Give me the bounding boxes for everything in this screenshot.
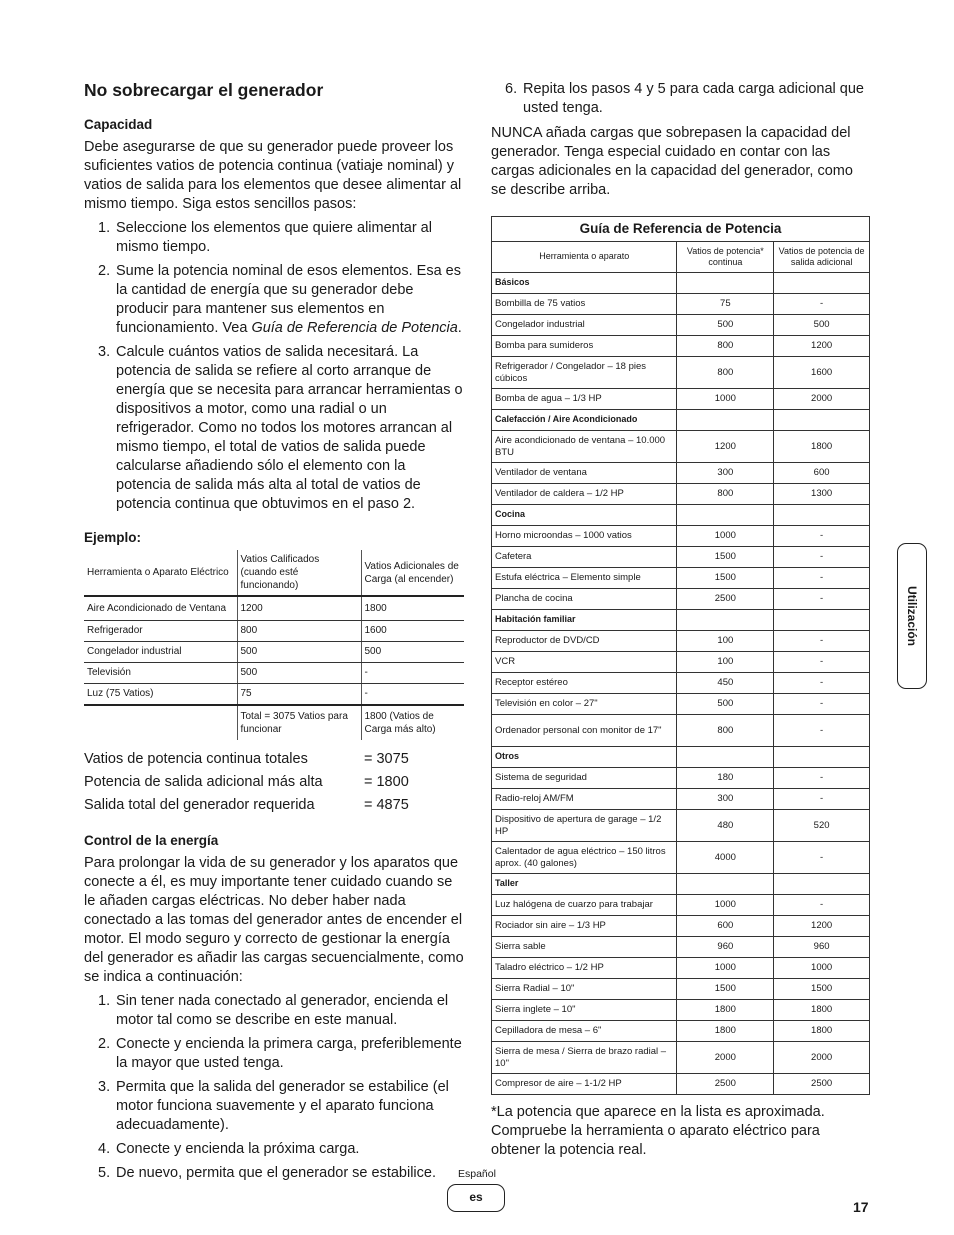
table-cell: VCR (492, 652, 677, 673)
table-cell: 1500 (677, 568, 774, 589)
table-cell: 100 (677, 652, 774, 673)
table-row (492, 1021, 870, 1042)
table-row (492, 484, 870, 505)
table-cell: 2000 (774, 389, 870, 410)
table-header-row (84, 550, 464, 596)
table-cell: 100 (677, 631, 774, 652)
step-text: Conecte y encienda la primera carga, preferiblemente la mayor que usted tenga. (116, 1035, 462, 1071)
totals-label: Potencia de salida adicional más alta (84, 773, 323, 790)
table-cell: Sierra de mesa / Sierra de brazo radial – 10" (492, 1042, 677, 1074)
table-cell: - (774, 294, 870, 315)
empty-cell (774, 747, 870, 768)
table-cell: 1300 (774, 484, 870, 505)
empty-cell (677, 505, 774, 526)
table-cell: - (774, 631, 870, 652)
table-cell: 800 (237, 620, 361, 641)
table-cell: 1800 (677, 1000, 774, 1021)
table-cell: Cepilladora de mesa – 6" (492, 1021, 677, 1042)
table-cell: - (774, 526, 870, 547)
section-label: Taller (492, 874, 677, 895)
table-row (84, 683, 464, 705)
table-row (492, 673, 870, 694)
table-cell: 1200 (774, 336, 870, 357)
table-cell: Bombilla de 75 vatios (492, 294, 677, 315)
step-text: Seleccione los elementos que quiere alimentar al mismo tiempo. (116, 220, 432, 255)
energy-step: 2. Conecte y encienda la primera carga, preferiblemente la mayor que usted tenga. (98, 1035, 462, 1071)
table-cell: Sierra sable (492, 937, 677, 958)
table-cell: 800 (677, 715, 774, 747)
table-section-row (492, 874, 870, 895)
table-row (84, 641, 464, 662)
table-cell: Rociador sin aire – 1/3 HP (492, 916, 677, 937)
table-cell: 960 (677, 937, 774, 958)
table-section-row (492, 610, 870, 631)
footer-language: Español (458, 1168, 496, 1180)
table-cell: Bomba para sumideros (492, 336, 677, 357)
table-row (492, 294, 870, 315)
table-cell: Televisión (84, 662, 237, 683)
table-cell: 75 (237, 683, 361, 705)
table-cell: - (361, 662, 464, 683)
table-section-row (492, 273, 870, 294)
empty-cell (677, 273, 774, 294)
table-row (492, 810, 870, 842)
total-surge-cell: 1800 (Vatios de Carga más alto) (361, 705, 464, 740)
totals-row (84, 748, 464, 771)
table-cell: 1800 (361, 596, 464, 620)
table-cell: Congelador industrial (492, 315, 677, 336)
table-cell: Bomba de agua – 1/3 HP (492, 389, 677, 410)
table-row (492, 789, 870, 810)
total-running-cell: Total = 3075 Vatios para funcionar (237, 705, 361, 740)
capacity-step: 1. Seleccione los elementos que quiere alimentar al mismo tiempo. (98, 220, 432, 255)
energy-step: 4. Conecte y encienda la próxima carga. (98, 1140, 360, 1157)
table-row (492, 431, 870, 463)
table-cell: - (774, 842, 870, 874)
table-cell: - (774, 652, 870, 673)
empty-cell (774, 505, 870, 526)
reference-link-text: Guía de Referencia de Potencia (251, 320, 458, 336)
table-cell: 500 (237, 662, 361, 683)
table-cell: 300 (677, 463, 774, 484)
table-cell: Plancha de cocina (492, 589, 677, 610)
totals-row (84, 794, 464, 817)
power-table-title-row (492, 217, 870, 242)
table-cell: 1200 (677, 431, 774, 463)
table-cell: 2000 (677, 1042, 774, 1074)
table-row (492, 315, 870, 336)
table-cell: Sierra Radial – 10" (492, 979, 677, 1000)
table-row (492, 589, 870, 610)
table-cell: 1800 (774, 1021, 870, 1042)
page-number: 17 (853, 1199, 869, 1215)
energy-steps-continued (491, 80, 871, 118)
table-cell: Radio-reloj AM/FM (492, 789, 677, 810)
table-row (492, 916, 870, 937)
table-cell: Receptor estéreo (492, 673, 677, 694)
capacity-heading: Capacidad (84, 117, 153, 132)
table-row (492, 357, 870, 389)
table-row (492, 463, 870, 484)
empty-cell (774, 410, 870, 431)
table-row (492, 526, 870, 547)
table-row (492, 1042, 870, 1074)
table-cell: 2500 (774, 1074, 870, 1095)
table-cell: Ventilador de caldera – 1/2 HP (492, 484, 677, 505)
table-cell: Compresor de aire – 1-1/2 HP (492, 1074, 677, 1095)
table-cell: 1200 (774, 916, 870, 937)
table-cell: Televisión en color – 27" (492, 694, 677, 715)
table-cell: - (774, 547, 870, 568)
table-cell: Aire acondicionado de ventana – 10.000 BTU (492, 431, 677, 463)
table-cell: - (774, 694, 870, 715)
page-title: No sobrecargar el generador (84, 80, 324, 100)
empty-cell (774, 874, 870, 895)
table-cell: 1000 (677, 526, 774, 547)
table-cell: Refrigerador / Congelador – 18 pies cúbicos (492, 357, 677, 389)
section-label: Cocina (492, 505, 677, 526)
energy-heading: Control de la energía (84, 832, 219, 848)
totals-summary (84, 748, 464, 817)
table-cell: Estufa eléctrica – Elemento simple (492, 568, 677, 589)
header-cell: Vatios Calificados (cuando esté funcionando) (237, 550, 361, 596)
capacity-intro: Debe asegurarse de que su generador puede proveer los suficientes vatios de potencia continua (vatiaje nominal) y vatios de salida para los elementos que desee alimentar al mismo tiempo. Siga estos sencillos pasos: (84, 139, 462, 212)
table-cell: 500 (677, 315, 774, 336)
table-cell: Aire Acondicionado de Ventana (84, 596, 237, 620)
table-cell: 800 (677, 484, 774, 505)
side-tab-label: Utilización (905, 585, 919, 647)
step-text: Conecte y encienda la próxima carga. (116, 1140, 360, 1157)
table-cell: Sierra inglete – 10" (492, 1000, 677, 1021)
section-label: Otros (492, 747, 677, 768)
table-cell: Horno microondas – 1000 vatios (492, 526, 677, 547)
table-cell: 600 (774, 463, 870, 484)
power-table-header-row (492, 242, 870, 273)
warning-text: NUNCA añada cargas que sobrepasen la capacidad del generador. Tenga especial cuidado en contar con las cargas adicionales en la capacidad del generador, como se describe arriba. (491, 125, 853, 198)
table-cell: 1800 (774, 431, 870, 463)
power-reference-table (491, 216, 870, 1095)
table-row (84, 620, 464, 641)
power-table-title: Guía de Referencia de Potencia (492, 217, 870, 242)
table-cell: Ventilador de ventana (492, 463, 677, 484)
table-total-row (84, 705, 464, 740)
table-row (492, 631, 870, 652)
empty-cell (677, 610, 774, 631)
example-table (84, 550, 464, 740)
table-cell: 500 (361, 641, 464, 662)
table-cell: - (774, 568, 870, 589)
table-row (492, 694, 870, 715)
table-row (492, 979, 870, 1000)
totals-value: = 4875 (364, 796, 409, 813)
table-cell: Calentador de agua eléctrico – 150 litros aprox. (40 galones) (492, 842, 677, 874)
power-table-body (492, 273, 870, 1095)
table-cell: - (774, 673, 870, 694)
empty-cell (774, 610, 870, 631)
table-cell: - (774, 895, 870, 916)
section-side-tab (897, 543, 927, 689)
section-label: Calefacción / Aire Acondicionado (492, 410, 677, 431)
empty-cell (677, 410, 774, 431)
energy-step: 3. Permita que la salida del generador se estabilice (el motor funciona suavemente y el aparato funciona adecuadamente). (98, 1078, 449, 1133)
table-row (492, 652, 870, 673)
table-cell: 1000 (677, 958, 774, 979)
table-row (492, 568, 870, 589)
right-column (491, 80, 871, 1160)
table-cell: 800 (677, 357, 774, 389)
table-cell: 500 (237, 641, 361, 662)
table-cell: Refrigerador (84, 620, 237, 641)
table-row (84, 662, 464, 683)
table-cell: 2500 (677, 589, 774, 610)
header-cell: Herramienta o Aparato Eléctrico (84, 550, 237, 596)
table-row (84, 596, 464, 620)
table-cell: 1000 (774, 958, 870, 979)
empty-cell (677, 747, 774, 768)
table-cell: 500 (774, 315, 870, 336)
table-cell: 180 (677, 768, 774, 789)
table-cell: - (774, 768, 870, 789)
energy-steps (84, 992, 464, 1183)
power-footnote: *La potencia que aparece en la lista es aproximada. Compruebe la herramienta o aparato eléctrico para obtener la potencia real. (491, 1104, 825, 1158)
table-cell: Luz halógena de cuarzo para trabajar (492, 895, 677, 916)
energy-step: 6. Repita los pasos 4 y 5 para cada carga adicional que usted tenga. (505, 81, 864, 116)
table-row (492, 768, 870, 789)
table-cell: 1800 (677, 1021, 774, 1042)
table-cell: - (774, 589, 870, 610)
table-row (492, 937, 870, 958)
section-label: Básicos (492, 273, 677, 294)
step-text: Sume la potencia nominal de esos elementos. Esa es la cantidad de energía que su generador debe producir para mantener sus elementos en funcionamiento. Vea (116, 263, 461, 336)
table-cell: 500 (677, 694, 774, 715)
table-row (492, 336, 870, 357)
table-cell: Reproductor de DVD/CD (492, 631, 677, 652)
table-cell: 4000 (677, 842, 774, 874)
step-text: Permita que la salida del generador se estabilice (el motor funciona suavemente y el aparato funciona adecuadamente). (116, 1078, 449, 1133)
table-row (492, 842, 870, 874)
table-cell: - (774, 789, 870, 810)
step-text: Repita los pasos 4 y 5 para cada carga adicional que usted tenga. (523, 81, 864, 116)
table-cell: 800 (677, 336, 774, 357)
step-text: Sin tener nada conectado al generador, encienda el motor tal como se describe en este manual. (116, 992, 449, 1028)
table-cell: Ordenador personal con monitor de 17" (492, 715, 677, 747)
energy-step: 5. De nuevo, permita que el generador se estabilice. (98, 1164, 436, 1181)
header-cell: Herramienta o aparato (492, 242, 677, 273)
table-row (492, 895, 870, 916)
table-cell: - (774, 715, 870, 747)
table-cell: 2000 (774, 1042, 870, 1074)
table-cell: 300 (677, 789, 774, 810)
table-row (492, 389, 870, 410)
language-badge: es (447, 1184, 505, 1212)
empty-cell (774, 273, 870, 294)
table-cell: 1200 (237, 596, 361, 620)
energy-intro: Para prolongar la vida de su generador y los aparatos que conecte a él, es muy importante tener cuidado cuando se le añaden cargas eléctricas. No deber haber nada conectado a las tomas del generador antes de encender el motor. El modo seguro y correcto de gestionar la energía del generador es añadir las cargas secuencialmente, como se indica a continuación: (84, 854, 464, 985)
table-cell: 1500 (774, 979, 870, 1000)
header-cell: Vatios Adicionales de Carga (al encender) (361, 550, 464, 596)
totals-label: Vatios de potencia continua totales (84, 750, 308, 767)
step-text: De nuevo, permita que el generador se estabilice. (116, 1164, 436, 1181)
table-cell: 1600 (361, 620, 464, 641)
table-cell: Taladro eléctrico – 1/2 HP (492, 958, 677, 979)
table-cell: 1000 (677, 895, 774, 916)
table-cell: 450 (677, 673, 774, 694)
totals-row (84, 771, 464, 794)
table-cell: 960 (774, 937, 870, 958)
totals-label: Salida total del generador requerida (84, 796, 315, 813)
table-cell: - (361, 683, 464, 705)
energy-step: 1. Sin tener nada conectado al generador, encienda el motor tal como se describe en este manual. (98, 992, 449, 1028)
table-cell: 75 (677, 294, 774, 315)
table-section-row (492, 410, 870, 431)
table-row (492, 1074, 870, 1095)
header-cell: Vatios de potencia* continua (677, 242, 774, 273)
table-cell: 1600 (774, 357, 870, 389)
table-cell: 520 (774, 810, 870, 842)
table-cell: 2500 (677, 1074, 774, 1095)
table-row (492, 715, 870, 747)
empty-cell (677, 874, 774, 895)
empty-cell (84, 705, 237, 740)
table-cell: 1500 (677, 979, 774, 1000)
table-cell: Cafetera (492, 547, 677, 568)
table-cell: 600 (677, 916, 774, 937)
header-cell: Vatios de potencia de salida adicional (774, 242, 870, 273)
table-cell: Sistema de seguridad (492, 768, 677, 789)
totals-value: = 3075 (364, 750, 409, 767)
capacity-steps (84, 219, 464, 514)
table-cell: 1000 (677, 389, 774, 410)
capacity-step: 2. Sume la potencia nominal de esos elementos. Esa es la cantidad de energía que su generador debe producir para mantener sus elementos en funcionamiento. Vea Guía de Referencia de Potencia. (98, 263, 462, 336)
step-text: Calcule cuántos vatios de salida necesitará. La potencia de salida se refiere al corto arranque de energía que se necesita para arrancar herramientas o dispositivos a motor, como una radial o un refrigerador. Como no todos los motores arrancan al mismo tiempo, el total de vatios de salida puede calcularse añadiendo sólo el elemento con la potencia de salida más alta al total de vatios de potencia continua que obtuvimos en el paso 2. (116, 344, 463, 512)
capacity-step: 3. Calcule cuántos vatios de salida necesitará. La potencia de salida se refiere al corto arranque de energía que se necesita para arrancar herramientas o dispositivos a motor, como una radial o un refrigerador. Como no todos los motores arrancan al mismo tiempo, el total de vatios de salida puede calcularse añadiendo sólo el elemento con la potencia de salida más alta al total de vatios de potencia continua que obtuvimos en el paso 2. (98, 344, 463, 512)
table-row (492, 958, 870, 979)
table-cell: 1500 (677, 547, 774, 568)
totals-value: = 1800 (364, 773, 409, 790)
table-section-row (492, 505, 870, 526)
table-cell: 480 (677, 810, 774, 842)
left-column (84, 80, 464, 1188)
table-cell: Dispositivo de apertura de garage – 1/2 HP (492, 810, 677, 842)
example-heading: Ejemplo: (84, 530, 142, 545)
table-section-row (492, 747, 870, 768)
table-cell: Congelador industrial (84, 641, 237, 662)
section-label: Habitación familiar (492, 610, 677, 631)
table-cell: Luz (75 Vatios) (84, 683, 237, 705)
table-cell: 1800 (774, 1000, 870, 1021)
table-row (492, 1000, 870, 1021)
table-row (492, 547, 870, 568)
